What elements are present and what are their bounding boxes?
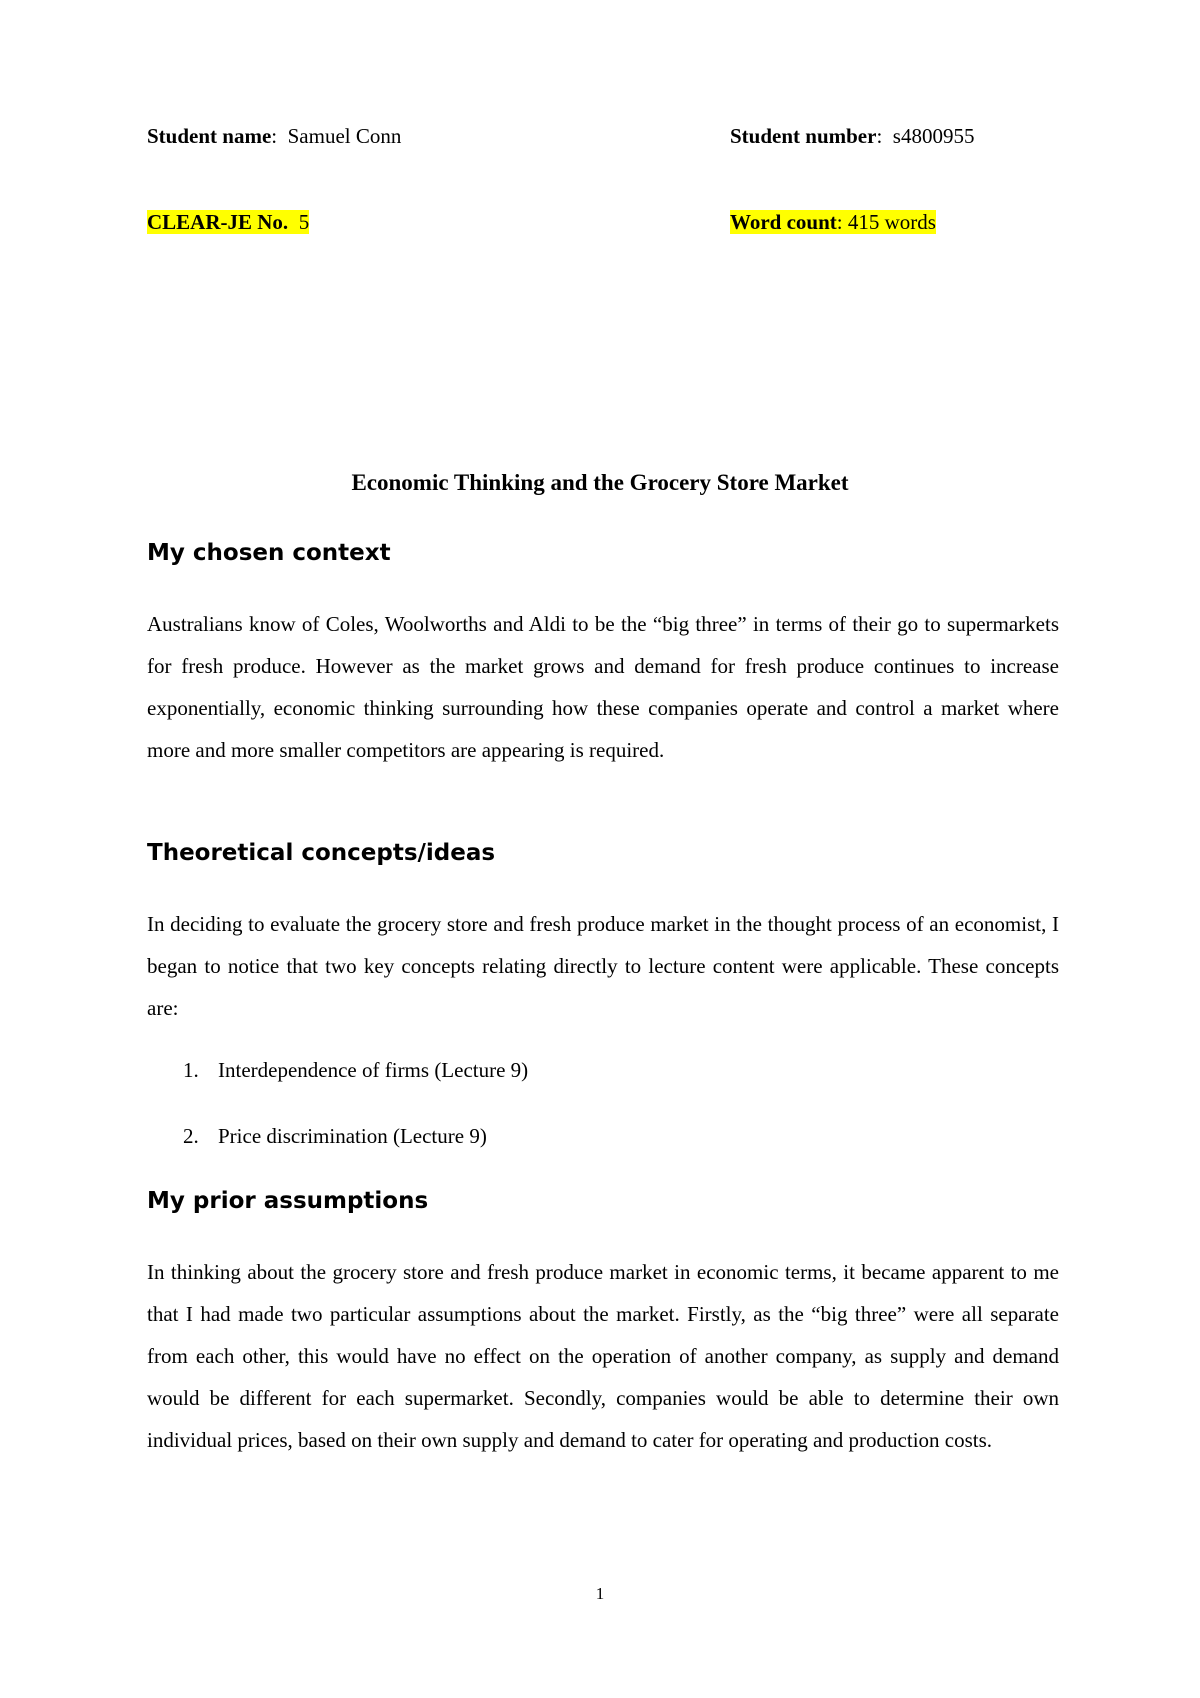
list-item-text: Price discrimination (Lecture 9) [218, 1124, 487, 1148]
clear-je-number [147, 210, 309, 235]
student-number-value: s4800955 [892, 124, 975, 148]
document-title: Economic Thinking and the Grocery Store Market [351, 470, 849, 495]
word-count-label: Word count [730, 210, 837, 234]
header-row-submission [147, 210, 1067, 242]
word-count: Word count: 415 words [730, 210, 936, 234]
word-count-value: 415 words [847, 210, 936, 234]
student-name-value: Samuel Conn [287, 124, 402, 148]
page-number: 1 [595, 1584, 605, 1603]
list-item-text: Interdependence of firms (Lecture 9) [218, 1058, 529, 1082]
list-item [183, 1124, 487, 1149]
list-item [183, 1058, 528, 1083]
section-heading-context: My chosen context [147, 540, 391, 566]
section-heading-theory: Theoretical concepts/ideas [147, 840, 496, 866]
header-row-student [147, 124, 1067, 156]
paragraph-prior: In thinking about the grocery store and fresh produce market in economic terms, it became apparent to me that I had made two particular assumptions about the market. Firstly, as the “big three” were all separate from each other, this would have no effect on the operation of another company, as supply and demand would be different for each supermarket. Secondly, companies would be able to determine their own individual prices, based on their own supply and demand to cater for operating and production costs. [147, 1260, 1059, 1452]
paragraph-context: Australians know of Coles, Woolworths and Aldi to be the “big three” in terms of their go to supermarkets for fresh produce. However as the market grows and demand for fresh produce continues to increase exponentially, economic thinking surrounding how these companies operate and control a market where more and more smaller competitors are appearing is required. [147, 612, 1059, 762]
student-number-label: Student number [730, 124, 877, 148]
clear-je-value: 5 [298, 210, 310, 234]
list-item-number: 1. [183, 1058, 199, 1082]
paragraph-theory: In deciding to evaluate the grocery store and fresh produce market in the thought process of an economist, I began to notice that two key concepts relating directly to lecture content were applicable. These concepts are: [147, 912, 1059, 1020]
student-number: Student number: s4800955 [730, 124, 975, 148]
student-name-label: Student name [147, 124, 272, 148]
list-item-number: 2. [183, 1124, 199, 1148]
section-heading-prior: My prior assumptions [147, 1188, 429, 1214]
student-name: Student name: Samuel Conn [147, 124, 402, 148]
clear-je-label: CLEAR-JE No. [147, 210, 289, 234]
